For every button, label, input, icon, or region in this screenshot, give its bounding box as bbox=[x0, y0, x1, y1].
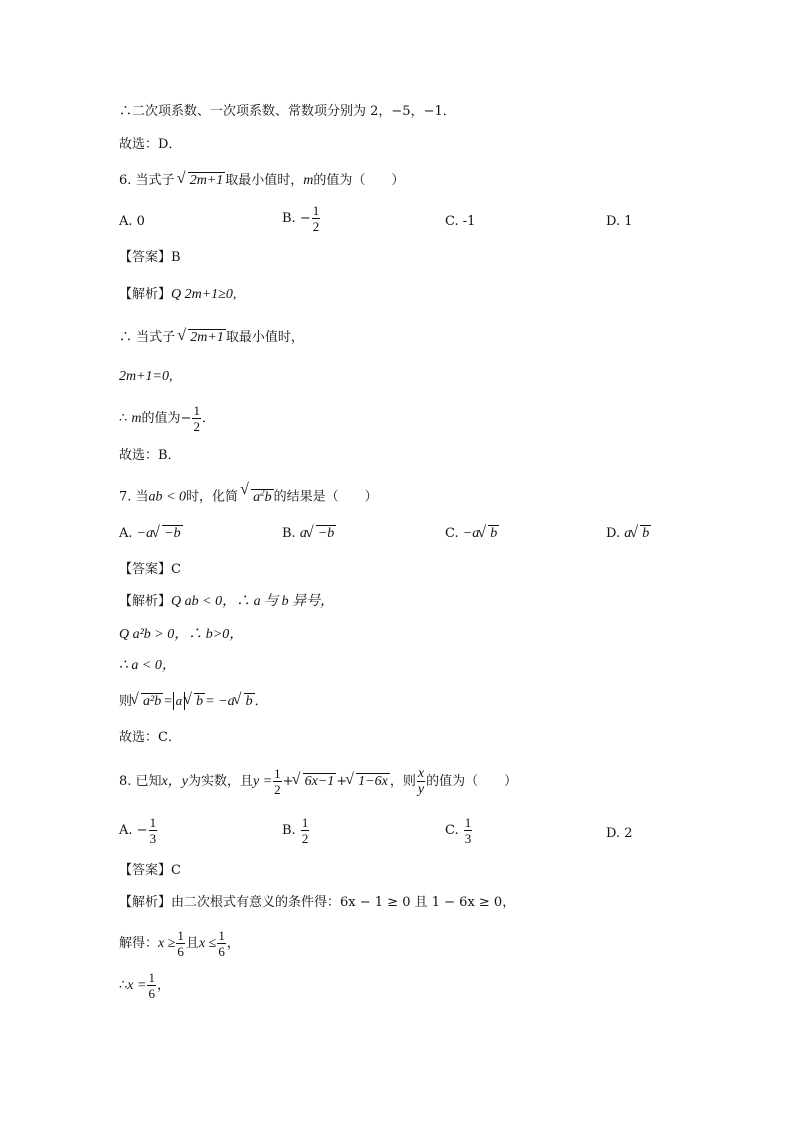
q6-option-a: A. 0 bbox=[119, 214, 145, 229]
question-6: 6. 当式子 √ 2m+1 取最小值时，m的值为（ ） bbox=[119, 172, 404, 190]
q8-option-b: B. $\frac{1}{2}$ bbox=[282, 815, 309, 846]
q7-option-b: B. a√ −b bbox=[282, 526, 336, 542]
q7-answer: 【答案】C bbox=[119, 562, 181, 577]
q8-option-a: A. − $\frac{1}{3}$ bbox=[119, 815, 157, 846]
q7-option-a: A. −a√ −b bbox=[119, 526, 183, 542]
q6-answer: 【答案】B bbox=[119, 250, 181, 265]
q7-explanation-4: 则√ a²b = a√ b = −a√ b ． bbox=[119, 692, 268, 711]
q8-explanation-2: 解得：x ≥ $\frac{1}{6}$ 且x ≤ $\frac{1}{6}$ ， bbox=[119, 928, 240, 959]
q8-explanation-1: 【解析】由二次根式有意义的条件得：6x − 1 ≥ 0 且 1 − 6x ≥ 0， bbox=[119, 895, 516, 910]
q7-choose: 故选：C． bbox=[119, 730, 181, 745]
q7-option-d: D. a√ b bbox=[606, 526, 651, 542]
q8-explanation-3: ∴x = $\frac{1}{6}$ ， bbox=[119, 970, 170, 1001]
question-8: 8. 已知x，y为实数，且y = $\frac{1}{2}$ +√ 6x−1 +√ 1−6x ，则 $\frac{x}{y}$ 的值为（ ） bbox=[119, 766, 517, 797]
coefficients-statement: ∴二次项系数、一次项系数、常数项分别为 2，−5，−1． bbox=[119, 104, 456, 119]
question-7: 7. 当ab < 0时，化简 √ $a^2b$ 的结果是（ ） bbox=[119, 483, 378, 507]
q6-option-d: D. 1 bbox=[606, 214, 633, 229]
q6-explanation-2: ∴ 当式子 √ 2m+1 取最小值时， bbox=[119, 329, 304, 347]
q7-explanation-3: ∴ a < 0， bbox=[119, 658, 176, 673]
q6-option-c: C. -1 bbox=[445, 214, 476, 229]
q6-choose: 故选：B． bbox=[119, 448, 181, 463]
q8-option-c: C. $\frac{1}{3}$ bbox=[445, 815, 472, 846]
q8-answer: 【答案】C bbox=[119, 863, 181, 878]
sqrt-expression: √ 2m+1 bbox=[179, 172, 226, 190]
q7-option-c: C. −a√ b bbox=[445, 526, 499, 542]
choice-conclusion-q5: 故选：D． bbox=[119, 137, 182, 152]
q6-explanation-3: 2m+1=0, bbox=[119, 369, 173, 384]
q7-explanation-2: Q a²b > 0，∴ b>0， bbox=[119, 627, 244, 642]
q8-option-d: D. 2 bbox=[606, 826, 633, 841]
fraction: $\frac{1}{2}$ bbox=[312, 203, 320, 234]
q6-explanation-1: 【解析】Q 2m+1≥0, bbox=[119, 287, 237, 302]
q7-explanation-1: 【解析】Q ab < 0，∴ a 与 b 异号， bbox=[119, 594, 335, 609]
q6-option-b: B. − $\frac{1}{2}$ bbox=[282, 203, 320, 234]
q6-explanation-4: ∴ m的值为− $\frac{1}{2}$ ． bbox=[119, 403, 215, 434]
